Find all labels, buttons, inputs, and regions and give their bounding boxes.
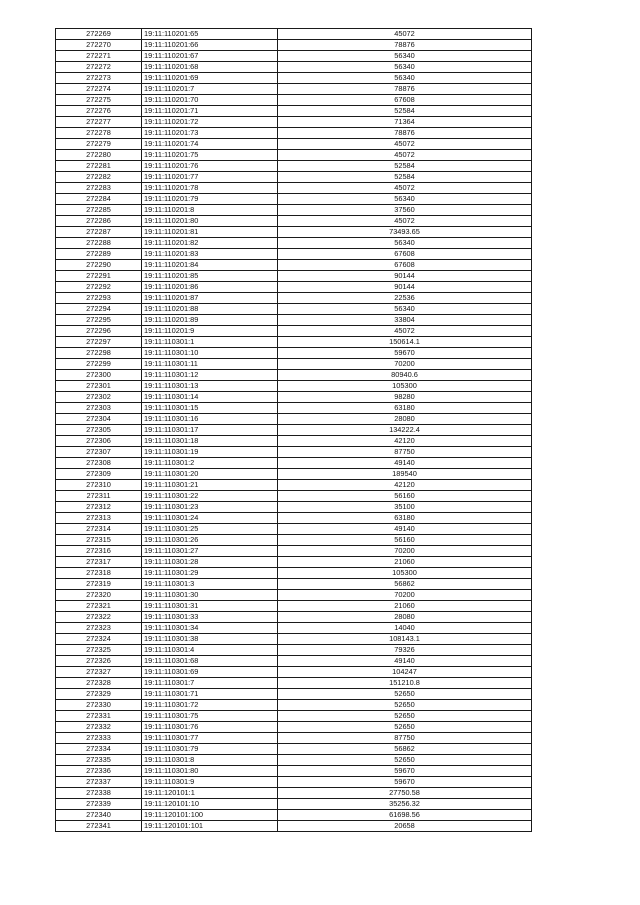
cadastral-number-cell: 19:11:110201:88 — [142, 304, 278, 315]
cadastral-number-cell: 19:11:110201:72 — [142, 117, 278, 128]
cadastral-number-cell: 19:11:110301:69 — [142, 667, 278, 678]
row-number-cell: 272330 — [56, 700, 142, 711]
row-number-cell: 272309 — [56, 469, 142, 480]
row-number-cell: 272311 — [56, 491, 142, 502]
value-cell: 70200 — [278, 590, 532, 601]
value-cell: 59670 — [278, 348, 532, 359]
cadastral-number-cell: 19:11:110201:83 — [142, 249, 278, 260]
row-number-cell: 272287 — [56, 227, 142, 238]
row-number-cell: 272294 — [56, 304, 142, 315]
row-number-cell: 272290 — [56, 260, 142, 271]
row-number-cell: 272269 — [56, 29, 142, 40]
value-cell: 67608 — [278, 260, 532, 271]
value-cell: 134222.4 — [278, 425, 532, 436]
cadastral-number-cell: 19:11:110301:18 — [142, 436, 278, 447]
value-cell: 35100 — [278, 502, 532, 513]
row-number-cell: 272320 — [56, 590, 142, 601]
table-row — [56, 403, 532, 414]
row-number-cell: 272332 — [56, 722, 142, 733]
cadastral-number-cell: 19:11:110201:77 — [142, 172, 278, 183]
cadastral-number-cell: 19:11:110301:7 — [142, 678, 278, 689]
value-cell: 56340 — [278, 304, 532, 315]
cadastral-number-cell: 19:11:110301:13 — [142, 381, 278, 392]
cadastral-number-cell: 19:11:110201:8 — [142, 205, 278, 216]
value-cell: 56340 — [278, 194, 532, 205]
value-cell: 87750 — [278, 447, 532, 458]
table-row — [56, 744, 532, 755]
value-cell: 56160 — [278, 491, 532, 502]
value-cell: 42120 — [278, 480, 532, 491]
cadastral-number-cell: 19:11:110201:84 — [142, 260, 278, 271]
row-number-cell: 272273 — [56, 73, 142, 84]
row-number-cell: 272310 — [56, 480, 142, 491]
table-body — [56, 29, 532, 832]
row-number-cell: 272278 — [56, 128, 142, 139]
row-number-cell: 272312 — [56, 502, 142, 513]
value-cell: 52650 — [278, 711, 532, 722]
cadastral-number-cell: 19:11:110201:82 — [142, 238, 278, 249]
row-number-cell: 272285 — [56, 205, 142, 216]
value-cell: 189540 — [278, 469, 532, 480]
value-cell: 56862 — [278, 579, 532, 590]
cadastral-number-cell: 19:11:110301:34 — [142, 623, 278, 634]
cadastral-number-cell: 19:11:110301:31 — [142, 601, 278, 612]
row-number-cell: 272296 — [56, 326, 142, 337]
table-row — [56, 271, 532, 282]
value-cell: 49140 — [278, 458, 532, 469]
row-number-cell: 272335 — [56, 755, 142, 766]
row-number-cell: 272315 — [56, 535, 142, 546]
value-cell: 63180 — [278, 403, 532, 414]
row-number-cell: 272281 — [56, 161, 142, 172]
cadastral-number-cell: 19:11:110201:79 — [142, 194, 278, 205]
value-cell: 28080 — [278, 612, 532, 623]
row-number-cell: 272284 — [56, 194, 142, 205]
cadastral-number-cell: 19:11:110201:68 — [142, 62, 278, 73]
table-row — [56, 117, 532, 128]
cadastral-number-cell: 19:11:110301:22 — [142, 491, 278, 502]
cadastral-number-cell: 19:11:110301:12 — [142, 370, 278, 381]
value-cell: 90144 — [278, 282, 532, 293]
value-cell: 108143.1 — [278, 634, 532, 645]
row-number-cell: 272279 — [56, 139, 142, 150]
table-row — [56, 51, 532, 62]
row-number-cell: 272283 — [56, 183, 142, 194]
table-row — [56, 227, 532, 238]
cadastral-number-cell: 19:11:110201:87 — [142, 293, 278, 304]
value-cell: 45072 — [278, 139, 532, 150]
cadastral-number-cell: 19:11:110301:28 — [142, 557, 278, 568]
value-cell: 70200 — [278, 546, 532, 557]
value-cell: 70200 — [278, 359, 532, 370]
cadastral-number-cell: 19:11:110201:81 — [142, 227, 278, 238]
table-row — [56, 656, 532, 667]
table-row — [56, 359, 532, 370]
value-cell: 52650 — [278, 722, 532, 733]
table-row — [56, 469, 532, 480]
cadastral-number-cell: 19:11:120101:1 — [142, 788, 278, 799]
table-row — [56, 84, 532, 95]
row-number-cell: 272303 — [56, 403, 142, 414]
cadastral-number-cell: 19:11:110301:19 — [142, 447, 278, 458]
value-cell: 49140 — [278, 656, 532, 667]
row-number-cell: 272282 — [56, 172, 142, 183]
value-cell: 56340 — [278, 51, 532, 62]
row-number-cell: 272291 — [56, 271, 142, 282]
table-row — [56, 304, 532, 315]
value-cell: 49140 — [278, 524, 532, 535]
cadastral-number-cell: 19:11:110301:4 — [142, 645, 278, 656]
value-cell: 52650 — [278, 689, 532, 700]
cadastral-number-cell: 19:11:110301:1 — [142, 337, 278, 348]
row-number-cell: 272313 — [56, 513, 142, 524]
value-cell: 78876 — [278, 84, 532, 95]
row-number-cell: 272319 — [56, 579, 142, 590]
cadastral-number-cell: 19:11:110201:74 — [142, 139, 278, 150]
cadastral-number-cell: 19:11:110201:65 — [142, 29, 278, 40]
table-row — [56, 282, 532, 293]
cadastral-number-cell: 19:11:110301:71 — [142, 689, 278, 700]
row-number-cell: 272340 — [56, 810, 142, 821]
value-cell: 35256.32 — [278, 799, 532, 810]
table-row — [56, 810, 532, 821]
cadastral-number-cell: 19:11:110201:76 — [142, 161, 278, 172]
table-row — [56, 557, 532, 568]
value-cell: 151210.8 — [278, 678, 532, 689]
value-cell: 20658 — [278, 821, 532, 832]
row-number-cell: 272288 — [56, 238, 142, 249]
cadastral-number-cell: 19:11:120101:101 — [142, 821, 278, 832]
table-row — [56, 645, 532, 656]
value-cell: 59670 — [278, 766, 532, 777]
row-number-cell: 272301 — [56, 381, 142, 392]
table-row — [56, 568, 532, 579]
table-row — [56, 634, 532, 645]
cadastral-number-cell: 19:11:110201:66 — [142, 40, 278, 51]
table-row — [56, 601, 532, 612]
value-cell: 45072 — [278, 326, 532, 337]
table-row — [56, 667, 532, 678]
table-row — [56, 194, 532, 205]
row-number-cell: 272286 — [56, 216, 142, 227]
table-row — [56, 535, 532, 546]
table-row — [56, 205, 532, 216]
cadastral-number-cell: 19:11:110301:25 — [142, 524, 278, 535]
cadastral-number-cell: 19:11:110201:69 — [142, 73, 278, 84]
value-cell: 104247 — [278, 667, 532, 678]
cadastral-number-cell: 19:11:110301:76 — [142, 722, 278, 733]
table-row — [56, 447, 532, 458]
table-row — [56, 62, 532, 73]
table-row — [56, 150, 532, 161]
row-number-cell: 272271 — [56, 51, 142, 62]
table-row — [56, 414, 532, 425]
table-row — [56, 612, 532, 623]
table-row — [56, 348, 532, 359]
table-row — [56, 337, 532, 348]
table-row — [56, 73, 532, 84]
row-number-cell: 272275 — [56, 95, 142, 106]
row-number-cell: 272307 — [56, 447, 142, 458]
value-cell: 78876 — [278, 40, 532, 51]
row-number-cell: 272308 — [56, 458, 142, 469]
table-row — [56, 392, 532, 403]
table-row — [56, 788, 532, 799]
cadastral-number-cell: 19:11:110201:71 — [142, 106, 278, 117]
row-number-cell: 272323 — [56, 623, 142, 634]
row-number-cell: 272322 — [56, 612, 142, 623]
cadastral-number-cell: 19:11:110201:70 — [142, 95, 278, 106]
value-cell: 52650 — [278, 755, 532, 766]
table-row — [56, 128, 532, 139]
table-row — [56, 689, 532, 700]
value-cell: 37560 — [278, 205, 532, 216]
value-cell: 150614.1 — [278, 337, 532, 348]
row-number-cell: 272292 — [56, 282, 142, 293]
table-row — [56, 722, 532, 733]
row-number-cell: 272334 — [56, 744, 142, 755]
value-cell: 45072 — [278, 216, 532, 227]
table-row — [56, 524, 532, 535]
table-row — [56, 821, 532, 832]
row-number-cell: 272306 — [56, 436, 142, 447]
table-row — [56, 293, 532, 304]
row-number-cell: 272341 — [56, 821, 142, 832]
cadastral-number-cell: 19:11:120101:10 — [142, 799, 278, 810]
table-row — [56, 623, 532, 634]
value-cell: 56862 — [278, 744, 532, 755]
value-cell: 28080 — [278, 414, 532, 425]
row-number-cell: 272293 — [56, 293, 142, 304]
value-cell: 56340 — [278, 73, 532, 84]
table-row — [56, 458, 532, 469]
value-cell: 45072 — [278, 150, 532, 161]
row-number-cell: 272339 — [56, 799, 142, 810]
row-number-cell: 272274 — [56, 84, 142, 95]
table-row — [56, 139, 532, 150]
table-row — [56, 172, 532, 183]
value-cell: 52584 — [278, 106, 532, 117]
cadastral-number-cell: 19:11:110301:80 — [142, 766, 278, 777]
value-cell: 59670 — [278, 777, 532, 788]
row-number-cell: 272321 — [56, 601, 142, 612]
table-row — [56, 579, 532, 590]
cadastral-number-cell: 19:11:110301:21 — [142, 480, 278, 491]
value-cell: 63180 — [278, 513, 532, 524]
cadastral-number-cell: 19:11:110301:11 — [142, 359, 278, 370]
row-number-cell: 272289 — [56, 249, 142, 260]
table-row — [56, 161, 532, 172]
cadastral-number-cell: 19:11:110301:23 — [142, 502, 278, 513]
row-number-cell: 272280 — [56, 150, 142, 161]
cadastral-number-cell: 19:11:110301:14 — [142, 392, 278, 403]
row-number-cell: 272317 — [56, 557, 142, 568]
table-row — [56, 40, 532, 51]
row-number-cell: 272276 — [56, 106, 142, 117]
table-row — [56, 326, 532, 337]
row-number-cell: 272331 — [56, 711, 142, 722]
value-cell: 105300 — [278, 568, 532, 579]
row-number-cell: 272299 — [56, 359, 142, 370]
row-number-cell: 272338 — [56, 788, 142, 799]
value-cell: 67608 — [278, 249, 532, 260]
row-number-cell: 272333 — [56, 733, 142, 744]
value-cell: 56160 — [278, 535, 532, 546]
table-row — [56, 260, 532, 271]
cadastral-number-cell: 19:11:110201:85 — [142, 271, 278, 282]
row-number-cell: 272318 — [56, 568, 142, 579]
cadastral-number-cell: 19:11:110201:67 — [142, 51, 278, 62]
row-number-cell: 272314 — [56, 524, 142, 535]
row-number-cell: 272329 — [56, 689, 142, 700]
table-row — [56, 491, 532, 502]
cadastral-number-cell: 19:11:110301:33 — [142, 612, 278, 623]
cadastral-number-cell: 19:11:110301:17 — [142, 425, 278, 436]
table-row — [56, 590, 532, 601]
table-row — [56, 370, 532, 381]
cadastral-number-cell: 19:11:110301:30 — [142, 590, 278, 601]
row-number-cell: 272304 — [56, 414, 142, 425]
cadastral-number-cell: 19:11:110301:9 — [142, 777, 278, 788]
value-cell: 42120 — [278, 436, 532, 447]
value-cell: 52584 — [278, 161, 532, 172]
row-number-cell: 272300 — [56, 370, 142, 381]
row-number-cell: 272327 — [56, 667, 142, 678]
cadastral-number-cell: 19:11:110201:78 — [142, 183, 278, 194]
table-row — [56, 216, 532, 227]
row-number-cell: 272302 — [56, 392, 142, 403]
cadastral-number-cell: 19:11:120101:100 — [142, 810, 278, 821]
table-row — [56, 29, 532, 40]
table-row — [56, 315, 532, 326]
table-row — [56, 777, 532, 788]
cadastral-number-cell: 19:11:110201:75 — [142, 150, 278, 161]
cadastral-number-cell: 19:11:110301:20 — [142, 469, 278, 480]
cadastral-number-cell: 19:11:110301:77 — [142, 733, 278, 744]
value-cell: 22536 — [278, 293, 532, 304]
value-cell: 45072 — [278, 29, 532, 40]
table-row — [56, 106, 532, 117]
row-number-cell: 272305 — [56, 425, 142, 436]
row-number-cell: 272277 — [56, 117, 142, 128]
table-row — [56, 799, 532, 810]
value-cell: 56340 — [278, 238, 532, 249]
value-cell: 45072 — [278, 183, 532, 194]
cadastral-number-cell: 19:11:110201:9 — [142, 326, 278, 337]
value-cell: 56340 — [278, 62, 532, 73]
table-row — [56, 513, 532, 524]
row-number-cell: 272295 — [56, 315, 142, 326]
table-row — [56, 546, 532, 557]
cadastral-number-cell: 19:11:110301:38 — [142, 634, 278, 645]
table-row — [56, 249, 532, 260]
cadastral-number-cell: 19:11:110201:86 — [142, 282, 278, 293]
value-cell: 98280 — [278, 392, 532, 403]
value-cell: 87750 — [278, 733, 532, 744]
value-cell: 105300 — [278, 381, 532, 392]
value-cell: 27750.58 — [278, 788, 532, 799]
table-row — [56, 381, 532, 392]
data-table — [55, 28, 532, 832]
row-number-cell: 272297 — [56, 337, 142, 348]
value-cell: 52584 — [278, 172, 532, 183]
row-number-cell: 272298 — [56, 348, 142, 359]
cadastral-number-cell: 19:11:110301:16 — [142, 414, 278, 425]
table-row — [56, 700, 532, 711]
cadastral-number-cell: 19:11:110201:73 — [142, 128, 278, 139]
value-cell: 14040 — [278, 623, 532, 634]
value-cell: 21060 — [278, 601, 532, 612]
table-row — [56, 733, 532, 744]
table-row — [56, 766, 532, 777]
cadastral-number-cell: 19:11:110301:10 — [142, 348, 278, 359]
table-row — [56, 755, 532, 766]
cadastral-number-cell: 19:11:110301:75 — [142, 711, 278, 722]
cadastral-number-cell: 19:11:110201:80 — [142, 216, 278, 227]
table-row — [56, 238, 532, 249]
cadastral-number-cell: 19:11:110301:68 — [142, 656, 278, 667]
value-cell: 61698.56 — [278, 810, 532, 821]
row-number-cell: 272337 — [56, 777, 142, 788]
value-cell: 33804 — [278, 315, 532, 326]
row-number-cell: 272324 — [56, 634, 142, 645]
cadastral-number-cell: 19:11:110301:2 — [142, 458, 278, 469]
cadastral-number-cell: 19:11:110301:72 — [142, 700, 278, 711]
table-row — [56, 502, 532, 513]
row-number-cell: 272336 — [56, 766, 142, 777]
cadastral-number-cell: 19:11:110301:27 — [142, 546, 278, 557]
table-row — [56, 678, 532, 689]
row-number-cell: 272270 — [56, 40, 142, 51]
cadastral-number-cell: 19:11:110301:29 — [142, 568, 278, 579]
value-cell: 71364 — [278, 117, 532, 128]
row-number-cell: 272325 — [56, 645, 142, 656]
table-row — [56, 480, 532, 491]
cadastral-number-cell: 19:11:110301:8 — [142, 755, 278, 766]
cadastral-number-cell: 19:11:110201:89 — [142, 315, 278, 326]
value-cell: 78876 — [278, 128, 532, 139]
value-cell: 80940.6 — [278, 370, 532, 381]
table-row — [56, 436, 532, 447]
row-number-cell: 272326 — [56, 656, 142, 667]
table-row — [56, 183, 532, 194]
value-cell: 21060 — [278, 557, 532, 568]
row-number-cell: 272272 — [56, 62, 142, 73]
row-number-cell: 272328 — [56, 678, 142, 689]
cadastral-number-cell: 19:11:110301:24 — [142, 513, 278, 524]
cadastral-number-cell: 19:11:110301:26 — [142, 535, 278, 546]
table-row — [56, 711, 532, 722]
value-cell: 79326 — [278, 645, 532, 656]
value-cell: 90144 — [278, 271, 532, 282]
table-row — [56, 95, 532, 106]
cadastral-number-cell: 19:11:110301:79 — [142, 744, 278, 755]
cadastral-number-cell: 19:11:110201:7 — [142, 84, 278, 95]
value-cell: 52650 — [278, 700, 532, 711]
table-row — [56, 425, 532, 436]
cadastral-number-cell: 19:11:110301:3 — [142, 579, 278, 590]
row-number-cell: 272316 — [56, 546, 142, 557]
value-cell: 67608 — [278, 95, 532, 106]
cadastral-number-cell: 19:11:110301:15 — [142, 403, 278, 414]
value-cell: 73493.65 — [278, 227, 532, 238]
